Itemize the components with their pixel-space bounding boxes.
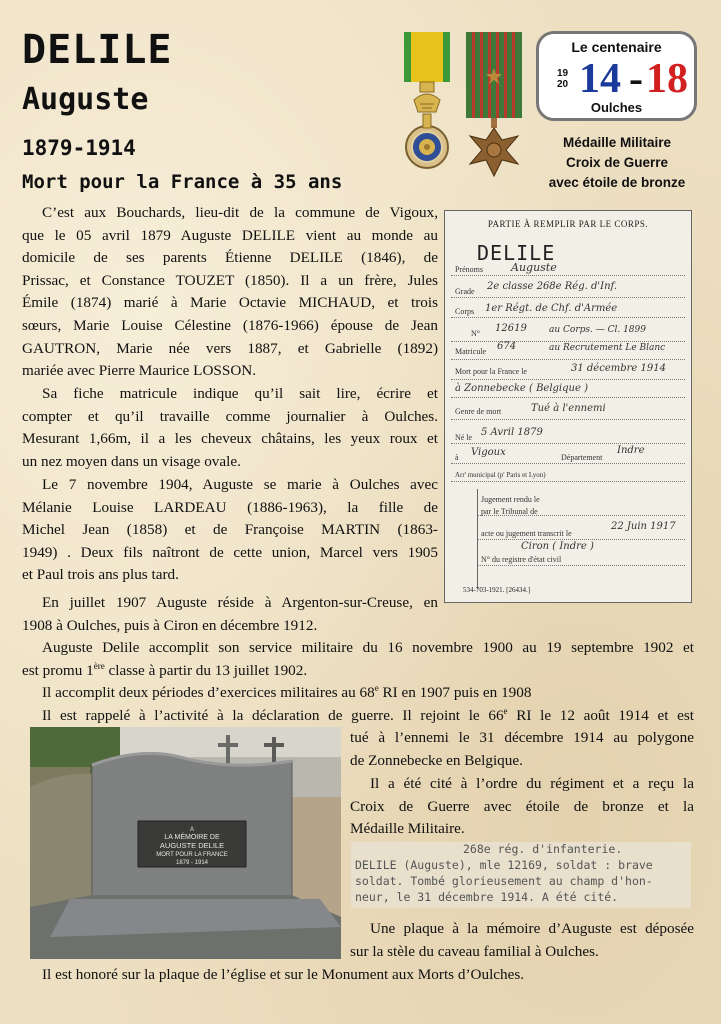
citation-clipping: [351, 842, 691, 908]
medal-caption-line1: Médaille Militaire: [562, 135, 672, 150]
fiche-handwriting: au Corps. — Cl. 1899: [549, 325, 646, 335]
superscript: e: [503, 705, 508, 716]
surname-heading: DELILE: [22, 27, 173, 73]
text-line: un nez moyen dans un visage ovale.: [22, 452, 241, 470]
medal-caption-line2: Croix de Guerre: [565, 155, 669, 170]
fiche-handwriting: Auguste: [511, 261, 557, 274]
life-dates: 1879-1914: [22, 136, 136, 160]
fiche-rule: [451, 379, 685, 380]
plaque-line: A: [189, 827, 195, 833]
text-line: Prissac, et Constance TOUZET (1850). Il a un frère, Jules: [22, 271, 438, 289]
fiche-footer: 534-703-1921. [26434.]: [463, 586, 531, 594]
text-line: sur la stèle du caveau familial à Oulches.: [350, 942, 599, 960]
paragraph-citation: [350, 773, 694, 841]
fiche-rule: [451, 317, 685, 318]
fiche-handwriting: 2e classe 268e Rég. d'Inf.: [487, 281, 618, 292]
fiche-handwriting: Vigoux: [471, 447, 506, 458]
logo-bottom-text: Oulches: [590, 100, 643, 115]
text-fragment: RI le 12 août 1914 et est: [507, 706, 694, 724]
croix-de-guerre-icon: [466, 32, 522, 176]
text-line: Croix de Guerre avec étoile de bronze et la: [350, 797, 694, 815]
fiche-handwriting: 31 décembre 1914: [571, 363, 666, 374]
logo-years: [549, 56, 689, 102]
firstname-heading: Auguste: [22, 82, 149, 117]
fiche-label: Jugement rendu le: [481, 495, 540, 504]
text-line: sœurs, Marie Louise Célestine (1876-1966) épouse de Jean: [22, 316, 438, 334]
plaque-line: AUGUSTE DELILE: [159, 841, 225, 850]
fiche-name: DELILE: [477, 241, 556, 265]
medal-caption-line3: avec étoile de bronze: [548, 175, 686, 190]
paragraph-marriage: [22, 474, 438, 587]
logo-year-b: 20: [557, 79, 569, 90]
logo-num-14: 14: [579, 56, 621, 102]
medals-image: [398, 30, 528, 180]
logo-dash: -: [629, 56, 643, 102]
fiche-label: à: [455, 453, 459, 462]
text-line: mariée avec Pierre Maurice LOSSON.: [22, 362, 257, 380]
fiche-rule: [477, 539, 685, 540]
superscript: e: [374, 683, 379, 694]
text-line: 1949) . Deux fils naîtront de cette union, Marcel vers 1905: [22, 543, 438, 561]
fiche-rule: [477, 565, 685, 566]
fiche-rule: [451, 481, 685, 482]
fiche-label: Grade: [455, 287, 475, 296]
death-subtitle: Mort pour la France à 35 ans: [22, 171, 343, 193]
fiche-handwriting: 5 Avril 1879: [481, 427, 543, 438]
fiche-label: acte ou jugement transcrit le: [481, 529, 572, 538]
fiche-rule: [451, 419, 685, 420]
text-line: domicile de ses parents Étienne DELILE (1846), de: [22, 249, 438, 267]
fiche-label: Mort pour la France le: [455, 367, 527, 376]
grave-photo-image: [30, 727, 341, 959]
fiche-handwriting: à Zonnebecke ( Belgique ): [455, 383, 588, 394]
fiche-label: Corps: [455, 307, 475, 316]
plaque-line: LA MÉMOIRE DE: [164, 834, 220, 841]
text-fragment: Il est rappelé à l’activité à la déclaration de guerre. Il rejoint le 66: [42, 706, 504, 724]
text-line: Le 7 novembre 1904, Auguste se marie à Oulches avec: [42, 476, 438, 493]
plaque-line: 1879 - 1914: [175, 860, 209, 866]
text-fragment: Il accomplit deux périodes d’exercices militaires au 68: [42, 684, 375, 702]
text-line: de Zonnebecke en Belgique.: [350, 751, 523, 769]
text-line: Sa fiche matricule indique qu’il sait lire, écrire et: [42, 385, 438, 402]
fiche-document-image: [444, 210, 692, 603]
text-line: Mesurant 1,66m, il a les cheveux châtains, les yeux roux et: [22, 430, 438, 448]
text-line: [22, 705, 694, 728]
fiche-label: Département: [561, 453, 603, 462]
fiche-handwriting: Ciron ( Indre ): [521, 541, 594, 552]
text-line: Émile (1874) marié à Marie Octavie MICHAUD, et trois: [22, 294, 438, 312]
text-line: GAUTRON, Marie née vers 1887, et Gabrielle (1892): [22, 339, 438, 357]
fiche-handwriting: 22 Juin 1917: [611, 521, 676, 532]
paragraph-honours: [22, 964, 694, 987]
logo-year-a: 19: [557, 68, 569, 79]
text-line: et Paul trois ans plus tard.: [22, 566, 179, 584]
fiche-header: PARTIE À REMPLIR PAR LE CORPS.: [487, 219, 649, 229]
paragraph-residence: [22, 592, 438, 637]
fiche-label: Arr' municipal (p' Paris et Lyon): [455, 471, 546, 479]
text-line: Auguste Delile accomplit son service militaire du 16 novembre 1900 au 19 septembre 1902 et: [42, 639, 694, 656]
fiche-rule: [451, 397, 685, 398]
fiche-handwriting: Tué à l'ennemi: [531, 403, 606, 414]
text-line: Il est honoré sur la plaque de l’église et sur le Monument aux Morts d’Oulches.: [42, 966, 525, 983]
text-line: [22, 682, 694, 705]
text-line: Michel Jean (1858) et de Françoise MARTIN (1863-: [22, 521, 438, 539]
logo-top-text: Le centenaire: [571, 39, 662, 55]
centenaire-logo: [536, 31, 697, 121]
text-line: [22, 660, 694, 683]
text-line: 1908 à Oulches, puis à Ciron en décembre 1912.: [22, 616, 318, 634]
fiche-handwriting: 674: [497, 341, 517, 352]
text-line: Mélanie Louise LARDEAU (1886-1963), la fille de: [22, 498, 438, 516]
paragraph-death: [350, 727, 694, 772]
text-line: que le 05 avril 1879 Auguste DELILE vient au monde au: [22, 226, 438, 244]
paragraph-fiche: [22, 383, 438, 473]
logo-century: [557, 68, 568, 90]
fiche-label: par le Tribunal de: [481, 507, 538, 516]
text-line: Une plaque à la mémoire d’Auguste est déposée: [370, 920, 694, 937]
fiche-rule: [451, 463, 685, 464]
fiche-handwriting: Indre: [617, 445, 645, 456]
clipping-line: soldat. Tombé glorieusement au champ d'hon-: [355, 874, 653, 888]
text-line: Médaille Militaire.: [350, 820, 465, 838]
fiche-label: Genre de mort: [455, 407, 502, 416]
medaille-militaire-icon: [404, 32, 450, 168]
logo-num-18: 18: [646, 56, 688, 102]
fiche-rule: [451, 297, 685, 298]
clipping-line: DELILE (Auguste), mle 12169, soldat : brave: [355, 858, 653, 872]
text-line: Il a été cité à l’ordre du régiment et a reçu la: [370, 775, 694, 792]
plaque-line: MORT POUR LA FRANCE: [156, 852, 228, 858]
fiche-handwriting: 1er Régt. de Chf. d'Armée: [485, 303, 618, 314]
text-fragment: classe à partir du 13 juillet 1902.: [104, 661, 308, 679]
fiche-handwriting: 12619: [495, 323, 527, 334]
paragraph-plaque: [350, 918, 694, 963]
clipping-line: 268e rég. d'infanterie.: [463, 842, 623, 856]
fiche-rule: [451, 341, 685, 342]
fiche-label: Prénoms: [455, 265, 483, 274]
text-line: En juillet 1907 Auguste réside à Argenton-sur-Creuse, en: [42, 594, 438, 611]
text-line: C’est aux Bouchards, lieu-dit de la commune de Vigoux,: [42, 204, 438, 221]
fiche-side-column: [451, 489, 478, 589]
fiche-label: Matricule: [455, 347, 487, 356]
text-line: compter et qu’il travaille comme journalier à Oulches.: [22, 407, 438, 425]
paragraph-birth: [22, 202, 438, 383]
fiche-label: Né le: [455, 433, 473, 442]
fiche-rule: [451, 359, 685, 360]
text-fragment: est promu 1: [22, 661, 94, 679]
fiche-handwriting: au Recrutement Le Blanc: [549, 343, 666, 353]
text-fragment: RI en 1907 puis en 1908: [378, 684, 532, 702]
fiche-label: N° du registre d'état civil: [481, 555, 562, 564]
superscript: ère: [93, 660, 105, 671]
fiche-rule: [451, 275, 685, 276]
fiche-label: N°: [471, 329, 480, 338]
text-line: tué à l’ennemi le 31 décembre 1914 au polygone: [350, 729, 694, 746]
medal-caption: [528, 133, 706, 193]
clipping-line: neur, le 31 décembre 1914. A été cité.: [355, 890, 619, 904]
fiche-rule: [451, 443, 685, 444]
grave-photo: [30, 727, 341, 959]
paragraph-service: [22, 637, 694, 727]
